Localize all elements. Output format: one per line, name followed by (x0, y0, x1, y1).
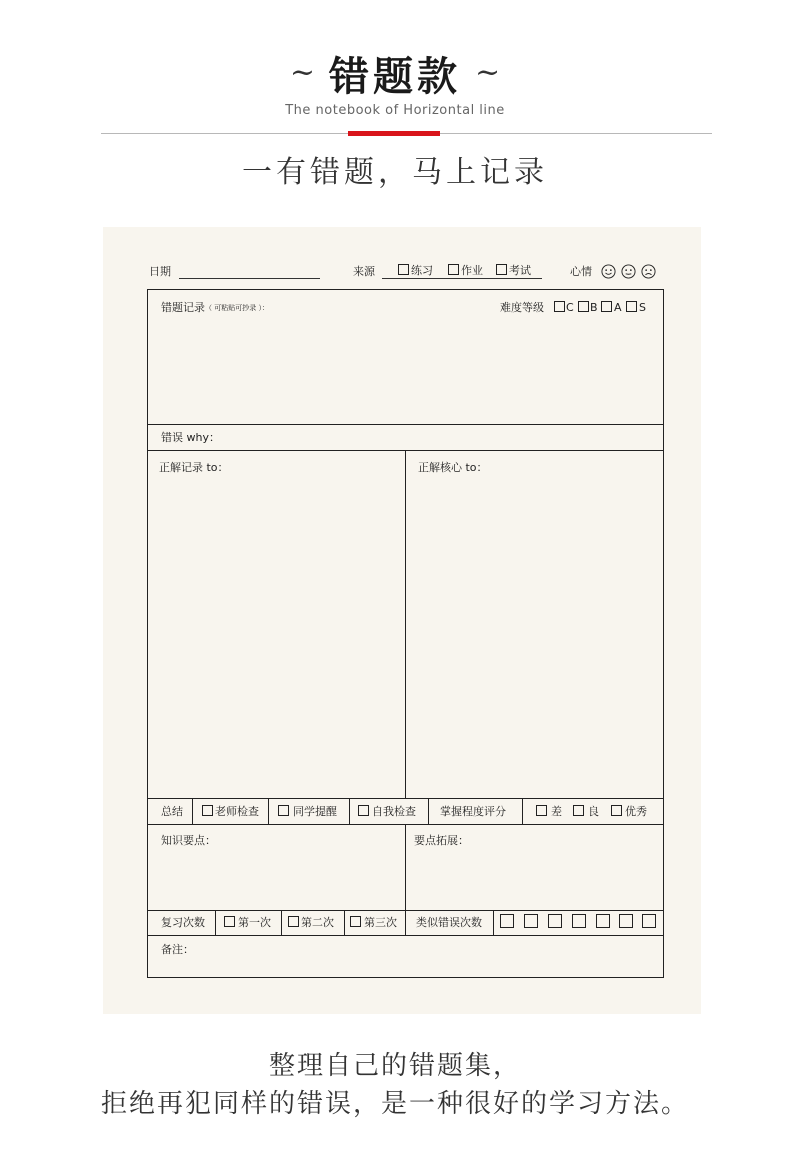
notes-label: 备注： (161, 943, 194, 956)
title-row (0, 48, 790, 98)
review-second-checkbox[interactable] (288, 916, 299, 927)
solution-label: 正解记录 to： (159, 461, 229, 474)
difficulty-c-checkbox[interactable] (554, 301, 565, 312)
core-label: 正解核心 to： (418, 461, 488, 474)
difficulty-a-checkbox[interactable] (601, 301, 612, 312)
source-line (382, 278, 542, 279)
review-third-checkbox[interactable] (350, 916, 361, 927)
mistake-record-form (147, 289, 664, 978)
similar-error-box-6[interactable] (619, 914, 633, 928)
why-label: 错误 why： (161, 431, 220, 444)
similar-error-box-3[interactable] (548, 914, 562, 928)
similar-error-box-1[interactable] (500, 914, 514, 928)
swirl-left-ornament: ~ (289, 55, 315, 90)
difficulty-s-label: S (639, 301, 646, 314)
knowledge-label: 知识要点： (161, 834, 216, 847)
happy-face-icon[interactable] (601, 264, 616, 279)
classmate-check-label: 同学提醒 (293, 805, 337, 818)
extension-label: 要点拓展： (414, 834, 469, 847)
review-label: 复习次数 (161, 916, 205, 929)
review-cell-divider (405, 910, 406, 935)
summary-cell-divider (268, 798, 269, 824)
summary-cell-divider (428, 798, 429, 824)
date-line[interactable] (179, 278, 320, 279)
date-label: 日期 (149, 265, 171, 278)
tagline: 一有错题，马上记录 (242, 155, 548, 190)
review-first-checkbox[interactable] (224, 916, 235, 927)
source-homework-label: 作业 (461, 264, 483, 277)
classmate-check-checkbox[interactable] (278, 805, 289, 816)
mastery-good-checkbox[interactable] (573, 805, 584, 816)
mastery-poor-checkbox[interactable] (536, 805, 547, 816)
review-third-label: 第三次 (364, 916, 397, 929)
source-exam-label: 考试 (509, 264, 531, 277)
summary-cell-divider (349, 798, 350, 824)
divider-record (148, 424, 663, 425)
neutral-face-icon[interactable] (621, 264, 636, 279)
teacher-check-checkbox[interactable] (202, 805, 213, 816)
similar-error-box-7[interactable] (642, 914, 656, 928)
mastery-excellent-checkbox[interactable] (611, 805, 622, 816)
similar-error-box-2[interactable] (524, 914, 538, 928)
similar-errors-label: 类似错误次数 (416, 916, 482, 929)
mastery-label: 掌握程度评分 (440, 805, 506, 818)
review-first-label: 第一次 (238, 916, 271, 929)
summary-cell-divider (522, 798, 523, 824)
notebook-page (103, 227, 701, 1014)
divider-solution (148, 798, 663, 799)
page-title: 错题款 (329, 53, 461, 100)
difficulty-b-label: B (590, 301, 598, 314)
page-subtitle: The notebook of Horizontal line (285, 103, 505, 118)
difficulty-a-label: A (614, 301, 622, 314)
footer-line-1: 整理自己的错题集， (268, 1051, 521, 1081)
teacher-check-label: 老师检查 (215, 805, 259, 818)
self-check-checkbox[interactable] (358, 805, 369, 816)
review-cell-divider (281, 910, 282, 935)
mastery-excellent-label: 优秀 (625, 805, 647, 818)
record-label: 错题记录 (161, 301, 205, 314)
review-second-label: 第二次 (301, 916, 334, 929)
self-check-label: 自我检查 (372, 805, 416, 818)
accent-bar (348, 131, 440, 136)
mood-label: 心情 (570, 265, 592, 278)
swirl-right-ornament: ~ (475, 55, 501, 90)
similar-error-box-5[interactable] (596, 914, 610, 928)
summary-cell-divider (192, 798, 193, 824)
divider-knowledge-column (405, 824, 406, 910)
difficulty-label: 难度等级 (500, 301, 544, 314)
review-cell-divider (215, 910, 216, 935)
divider-review (148, 935, 663, 936)
summary-label: 总结 (161, 805, 183, 818)
difficulty-s-checkbox[interactable] (626, 301, 637, 312)
record-writing-area[interactable] (148, 318, 663, 424)
review-cell-divider (344, 910, 345, 935)
source-label: 来源 (353, 265, 375, 278)
difficulty-b-checkbox[interactable] (578, 301, 589, 312)
mastery-poor-label: 差 (551, 805, 562, 818)
source-practice-label: 练习 (411, 264, 433, 277)
sad-face-icon[interactable] (641, 264, 656, 279)
core-writing-area[interactable] (406, 476, 664, 798)
record-note: （ 可粘贴可抄录 ）： (205, 304, 269, 312)
footer-line-2: 拒绝再犯同样的错误，是一种很好的学习方法。 (100, 1089, 689, 1119)
difficulty-c-label: C (566, 301, 574, 314)
solution-writing-area[interactable] (148, 476, 405, 798)
mastery-good-label: 良 (588, 805, 599, 818)
source-exam-checkbox[interactable] (496, 264, 507, 275)
source-homework-checkbox[interactable] (448, 264, 459, 275)
source-practice-checkbox[interactable] (398, 264, 409, 275)
similar-error-box-4[interactable] (572, 914, 586, 928)
review-cell-divider (493, 910, 494, 935)
